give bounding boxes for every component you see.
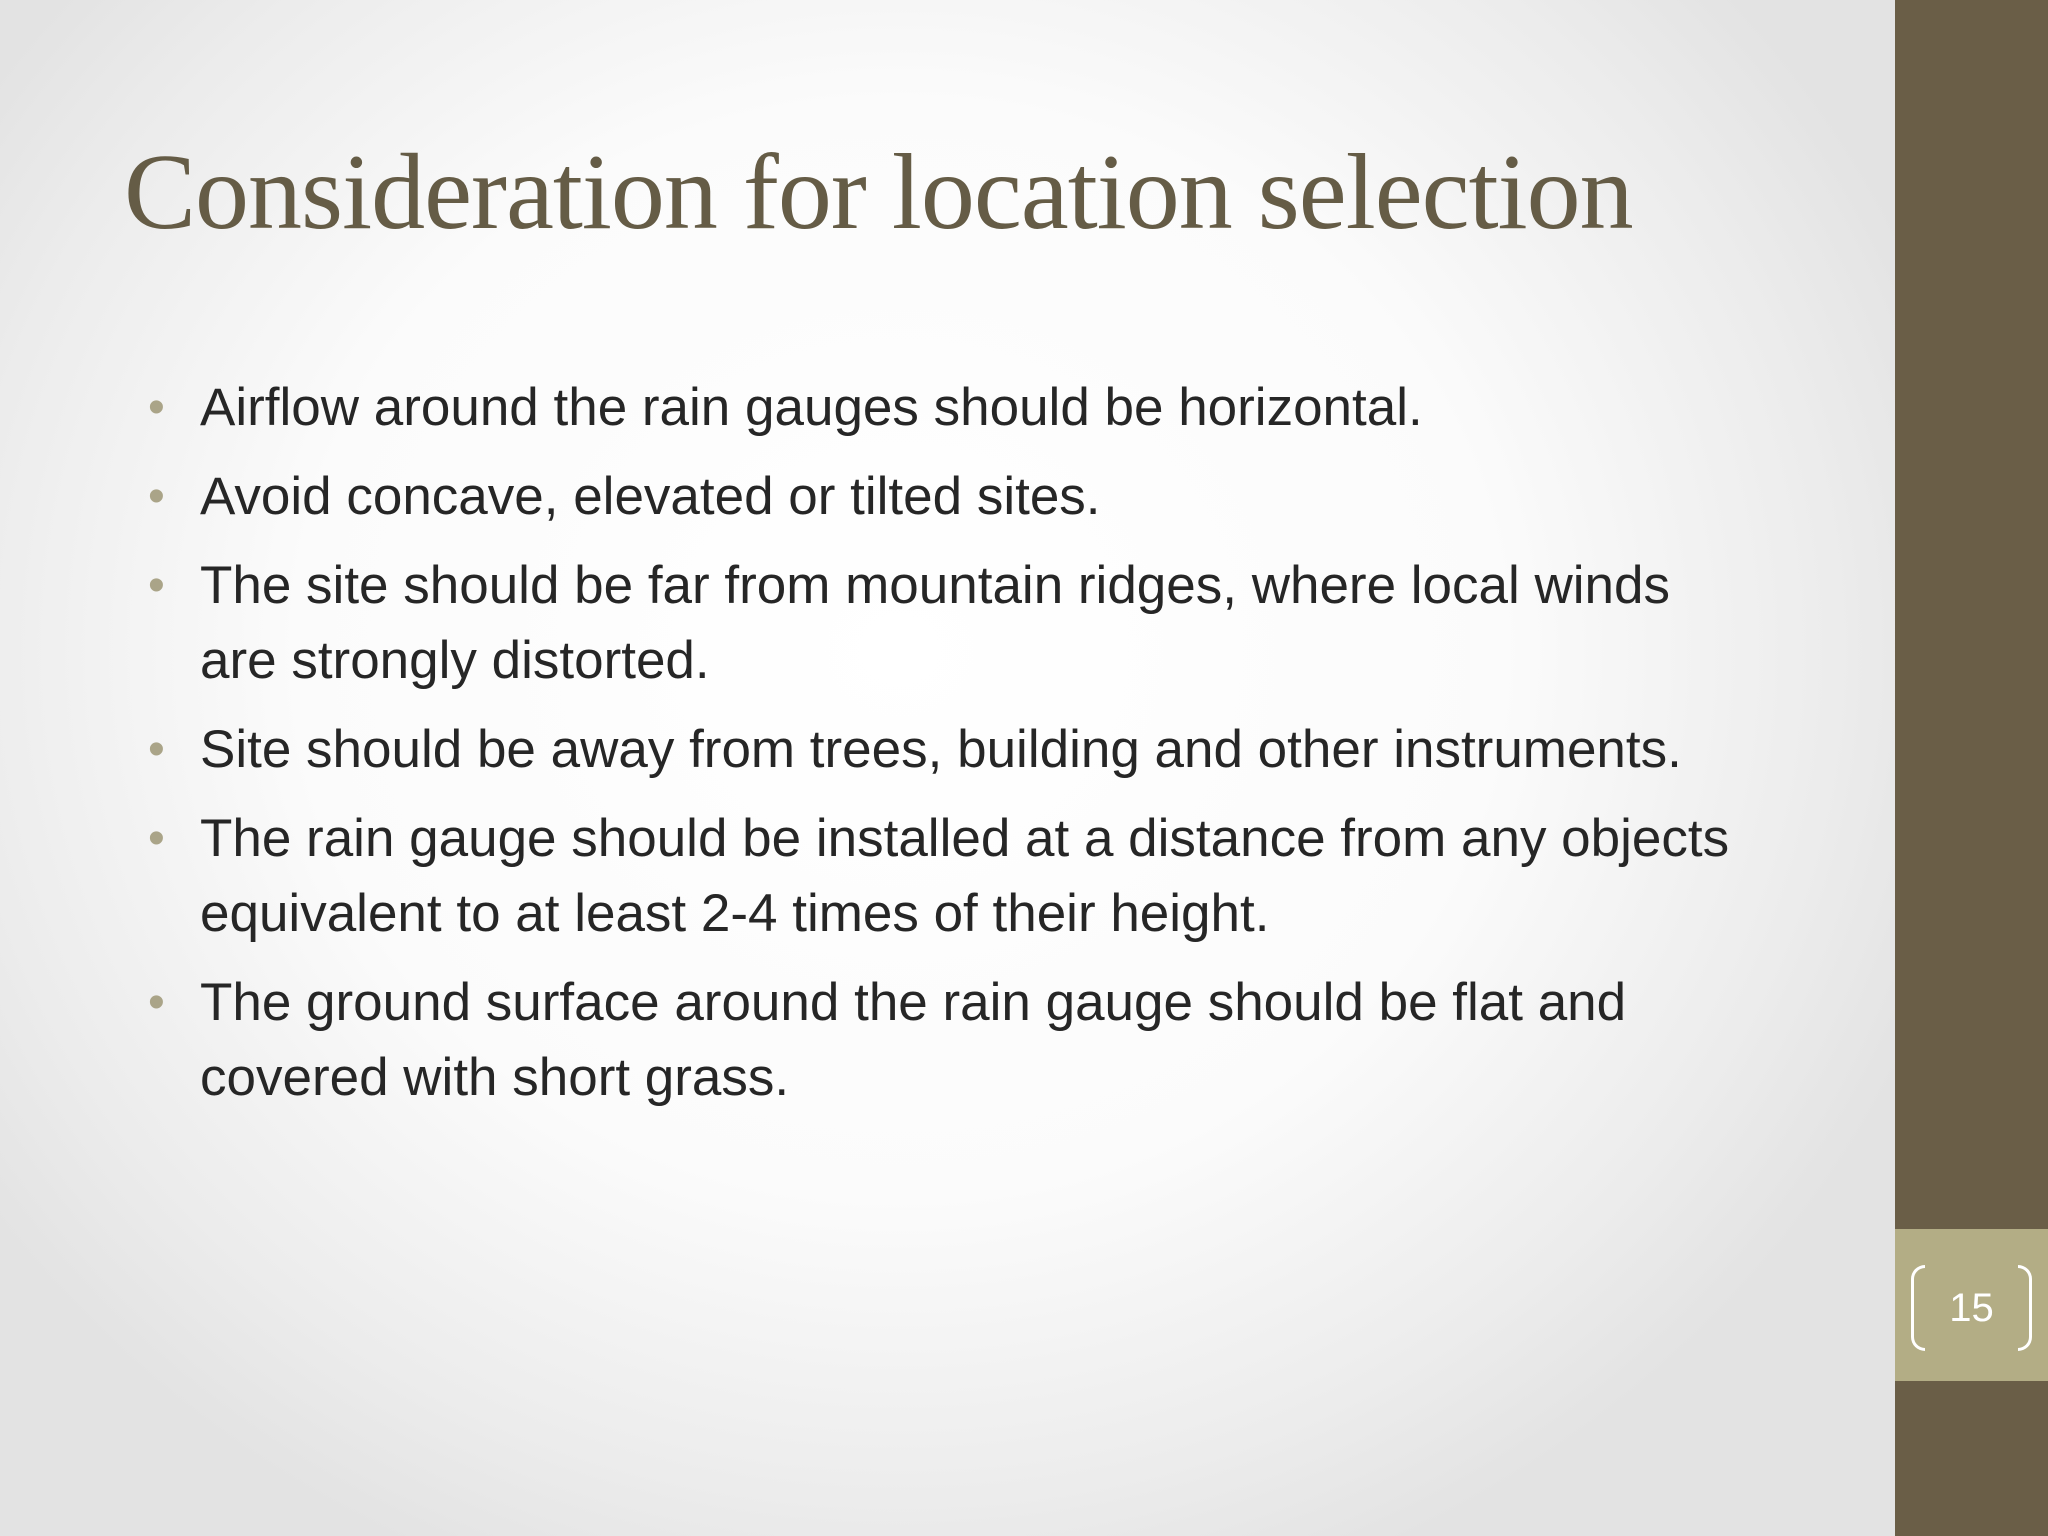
bullet-dot-icon: • [148,976,165,1029]
bullet-dot-icon: • [148,559,165,612]
bullet-dot-icon: • [148,381,165,434]
bullet-text: The rain gauge should be installed at a distance from any objects equivalent to at least 2-4 times of their height. [200,809,1730,943]
right-bracket-icon [2018,1265,2032,1351]
bullet-item [148,548,1760,698]
bullet-item [148,801,1760,951]
bullet-dot-icon: • [148,812,165,865]
bullet-item [148,965,1760,1115]
bullet-item [148,712,1760,787]
bullet-text: Avoid concave, elevated or tilted sites. [200,467,1101,526]
bullet-text: Site should be away from trees, building and other instruments. [200,720,1682,779]
left-bracket-icon [1911,1265,1925,1351]
bullet-dot-icon: • [148,470,165,523]
bullet-list [148,370,1760,1129]
bullet-item [148,459,1760,534]
page-number: 15 [1949,1286,1994,1330]
bullet-dot-icon: • [148,723,165,776]
bullet-item [148,370,1760,445]
slide-title: Consideration for location selection [124,133,1633,252]
bullet-text: Airflow around the rain gauges should be horizontal. [200,378,1423,437]
bullet-text: The site should be far from mountain ridges, where local winds are strongly distorted. [200,556,1670,690]
bullet-text: The ground surface around the rain gauge should be flat and covered with short grass. [200,973,1627,1107]
